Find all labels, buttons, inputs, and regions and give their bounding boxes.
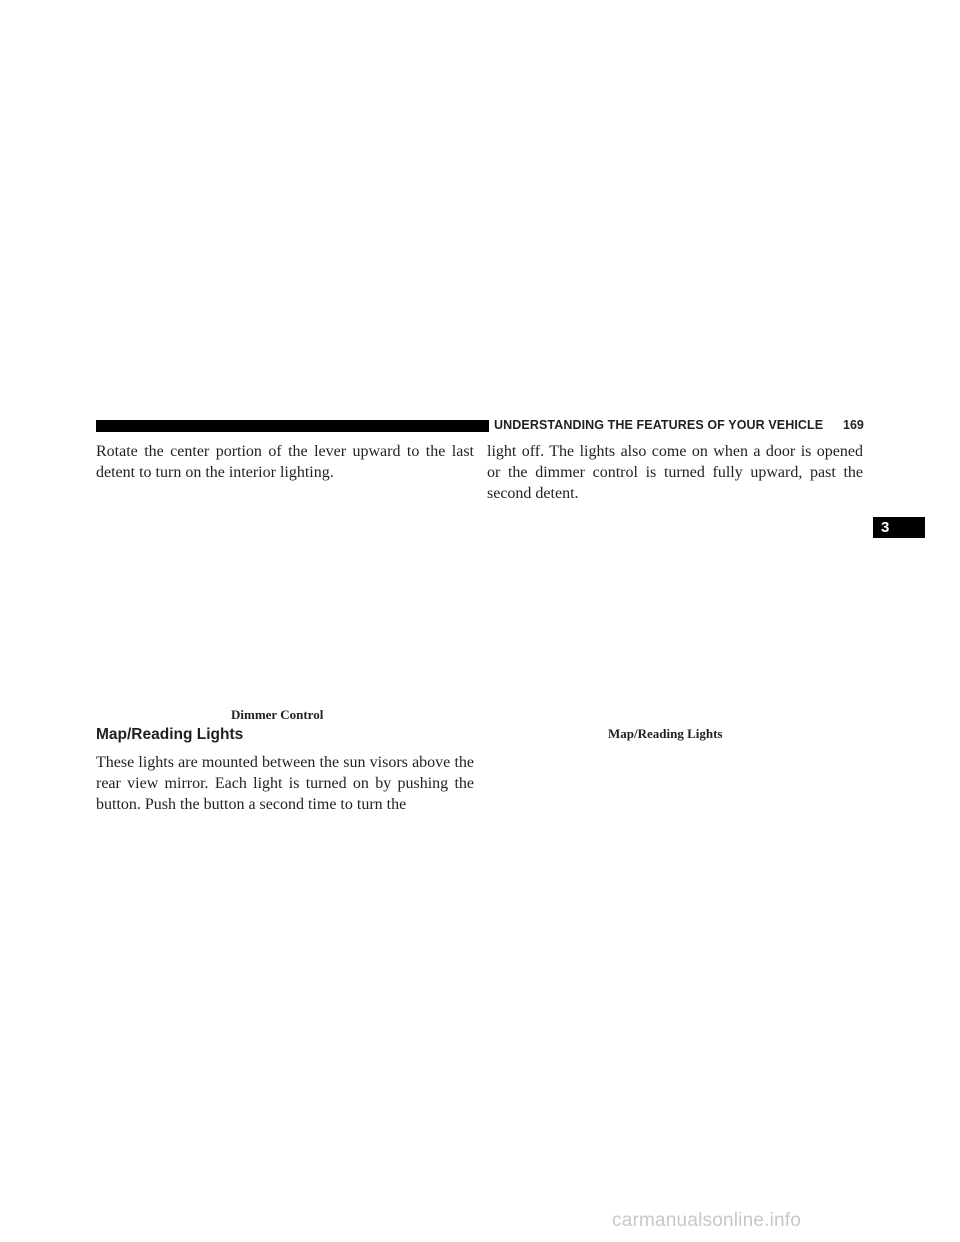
watermark-text: carmanualsonline.info <box>612 1210 802 1231</box>
left-paragraph-rotate-lever: Rotate the center portion of the lever upward to the last detent to turn on the interior lighting. <box>96 443 474 481</box>
right-paragraph-light-off: light off. The lights also come on when a door is opened or the dimmer control is turned fully upward, past the second detent. <box>487 443 863 502</box>
header-rule <box>96 420 489 432</box>
chapter-tab: 3 <box>873 517 925 538</box>
page-number: 169 <box>843 418 864 432</box>
figure-caption-map-reading-lights: Map/Reading Lights <box>608 726 723 741</box>
section-heading-map-reading-lights: Map/Reading Lights <box>96 726 244 743</box>
figure-caption-dimmer-control: Dimmer Control <box>231 707 324 722</box>
left-paragraph-map-lights: These lights are mounted between the sun visors above the rear view mirror. Each light is turned on by pushing the button. Push the button a second time to turn the <box>96 754 474 813</box>
running-header-title: UNDERSTANDING THE FEATURES OF YOUR VEHICLE <box>494 418 824 432</box>
